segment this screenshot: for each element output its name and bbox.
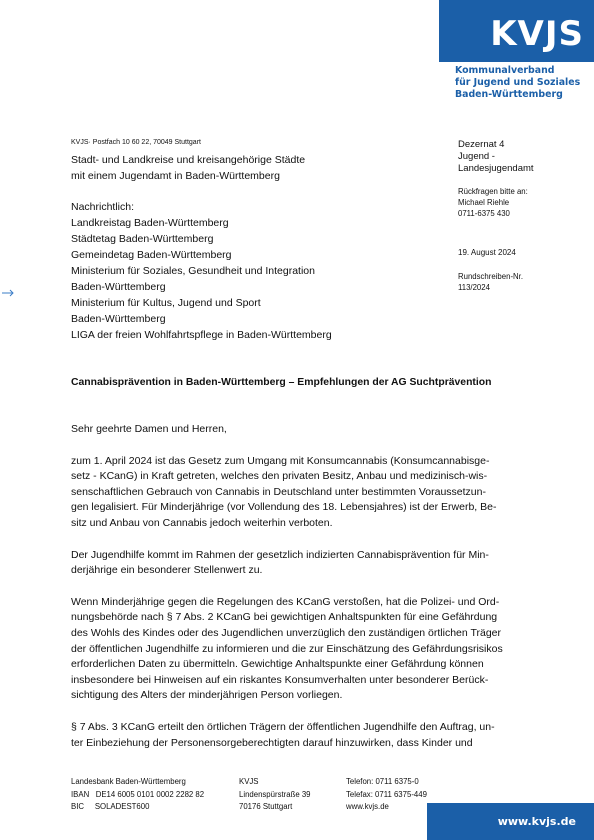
footer-line: Landesbank Baden-Württemberg	[71, 777, 186, 786]
body-line: sitz und Anbau von Cannabis jedoch weiterhin verboten.	[71, 516, 333, 529]
kvjs-logo	[439, 0, 594, 62]
fold-mark-arrow-icon	[2, 288, 16, 298]
salutation	[71, 422, 525, 438]
footer-url-banner[interactable]	[427, 803, 594, 840]
cc-line: Ministerium für Kultus, Jugend und Sport	[71, 297, 261, 309]
body-line: insbesondere bei Hinweisen auf ein riskantes Konsumverhalten unter besonderer Berück-	[71, 673, 489, 686]
body-line: Sehr geehrte Damen und Herren,	[71, 423, 227, 435]
recipient-line: Stadt- und Landkreise und kreisangehörige Städte	[71, 154, 306, 166]
letter-date: 19. August 2024	[458, 248, 516, 257]
paragraph	[71, 548, 525, 579]
letter-body	[71, 422, 525, 767]
footer-bank	[71, 776, 204, 814]
footer-line: Telefax: 0711 6375-449	[346, 789, 427, 799]
recipients-cc	[71, 199, 332, 343]
cc-line: Gemeindetag Baden-Württemberg	[71, 249, 232, 261]
circular-label: Rundschreiben-Nr.	[458, 272, 524, 281]
footer-line: 70176 Stuttgart	[239, 802, 293, 811]
sender-return-address: KVJS· Postfach 10 60 22, 70049 Stuttgart	[71, 139, 201, 146]
body-line: § 7 Abs. 3 KCanG erteilt den örtlichen Trägern der öffentlichen Jugendhilfe den Auftrag, un-	[71, 720, 495, 733]
body-line: Der Jugendhilfe kommt im Rahmen der gesetzlich indizierten Cannabisprävention für Min-	[71, 548, 489, 561]
body-line: der öffentlichen Jugendhilfe zu informieren und die zur Einschätzung des Gefährdungsrisikos	[71, 642, 503, 655]
paragraph	[71, 454, 525, 532]
department-line: Jugend -	[458, 151, 495, 162]
recipients-main	[71, 152, 305, 184]
cc-line: Ministerium für Soziales, Gesundheit und Integration	[71, 265, 315, 277]
footer-line: Lindenspürstraße 39	[239, 789, 311, 799]
body-line: ter Einbeziehung der Personensorgeberechtigten darauf hinzuwirken, dass Kinder und	[71, 736, 473, 749]
body-line: zum 1. April 2024 ist das Gesetz zum Umgang mit Konsumcannabis (Konsumcannabisge-	[71, 454, 490, 467]
body-line: senschaftlichen Gebrauch von Cannabis in Deutschland unter bestimmten Voraussetzun-	[71, 485, 486, 498]
circular-number	[458, 271, 523, 293]
cc-heading: Nachrichtlich:	[71, 201, 135, 213]
cc-line: Baden-Württemberg	[71, 313, 166, 325]
body-line: setz - KCanG) in Kraft getreten, welches den privaten Besitz, Anbau und medizinisch-wis-	[71, 470, 488, 483]
cc-line: LIGA der freien Wohlfahrtspflege in Baden-Württemberg	[71, 329, 332, 341]
cc-line: Baden-Württemberg	[71, 281, 166, 293]
footer-contact	[346, 776, 427, 814]
body-line: sichtigung des Alters der minderjährigen Person vorliegen.	[71, 689, 343, 702]
contact-line: Michael Riehle	[458, 198, 510, 207]
contact-line: Rückfragen bitte an:	[458, 187, 528, 196]
circular-value: 113/2024	[458, 283, 490, 292]
paragraph	[71, 720, 525, 751]
footer-website-link[interactable]: www.kvjs.de	[346, 802, 389, 811]
footer-address	[239, 776, 311, 814]
body-line: derjährige ein besonderer Stellenwert zu.	[71, 564, 263, 577]
body-line: des Wohls des Kindes oder des Jugendlichen unverzüglich den zuständigen örtlichen Träger	[71, 626, 501, 639]
cc-line: Landkreistag Baden-Württemberg	[71, 217, 229, 229]
body-line: Wenn Minderjährige gegen die Regelungen des KCanG verstoßen, hat die Polizei- und Ord-	[71, 595, 500, 608]
footer-line: KVJS	[239, 777, 259, 786]
logo-subtitle	[455, 65, 590, 101]
contact-line: 0711-6375 430	[458, 209, 510, 218]
body-line: erforderlichen Daten zu übermitteln. Gewichtige Anhaltspunkte einer Gefährdung können	[71, 658, 484, 671]
recipient-line: mit einem Jugendamt in Baden-Württemberg	[71, 170, 280, 182]
department-line: Landesjugendamt	[458, 163, 534, 174]
body-line: gen legalisiert. Für Minderjährige (vor Vollendung des 18. Lebensjahres) ist der Erwerb, Be-	[71, 501, 497, 514]
cc-line: Städtetag Baden-Württemberg	[71, 233, 214, 245]
body-line: nungsbehörde nach § 7 Abs. 2 KCanG bei gewichtigen Anhaltspunkten für eine Gefährdung	[71, 611, 498, 624]
footer-url-text[interactable]: www.kvjs.de	[497, 815, 576, 828]
footer-line: BIC SOLADEST600	[71, 802, 150, 811]
logo-subtitle-line: für Jugend und Soziales	[455, 77, 581, 88]
department-info	[458, 139, 534, 175]
contact-person	[458, 186, 528, 219]
department-line: Dezernat 4	[458, 139, 505, 150]
letter-subject: Cannabisprävention in Baden-Württemberg – Empfehlungen der AG Suchtprävention	[71, 377, 492, 388]
paragraph	[71, 595, 525, 704]
footer-line: Telefon: 0711 6375-0	[346, 777, 419, 786]
logo-subtitle-line: Kommunalverband	[455, 65, 555, 76]
logo-subtitle-line: Baden-Württemberg	[455, 89, 563, 100]
logo-wordmark: KVJS	[490, 14, 584, 54]
footer-line: IBAN DE14 6005 0101 0002 2282 82	[71, 789, 205, 799]
